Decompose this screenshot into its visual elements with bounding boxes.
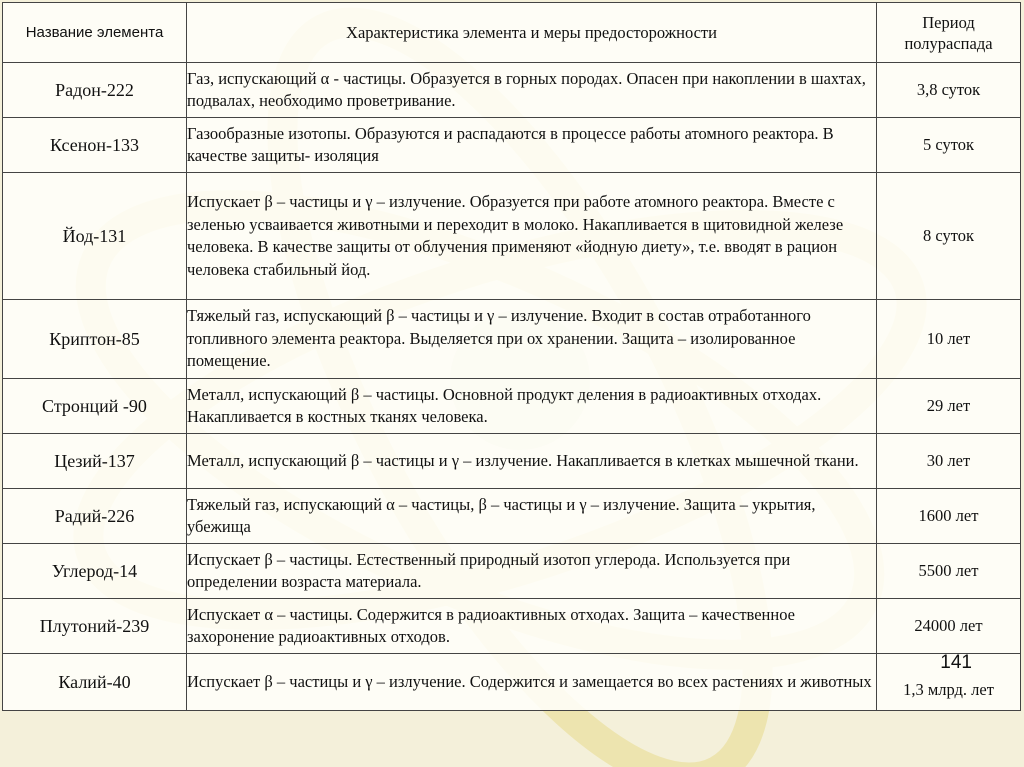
element-name-cell: Радон-222 [3,63,187,118]
half-life-cell: 3,8 суток [877,63,1021,118]
table-row [3,434,1021,489]
table-row [3,173,1021,300]
element-name-cell: Ксенон-133 [3,118,187,173]
element-name-cell: Радий-226 [3,489,187,544]
half-life-cell: 1600 лет [877,489,1021,544]
element-description-cell: Металл, испускающий β – частицы. Основной продукт деления в радиоактивных отходах. Накапливается в костных тканях человека. [187,379,877,434]
element-description-cell: Испускает β – частицы и γ – излучение. Образуется при работе атомного реактора. Вместе с зеленью усваивается животными и переходит в молоко. Накапливается в щитовидной железе человека. В качестве защиты от облучения применяют «йодную диету», т.е. вводят в рацион человека стабильный йод. [187,173,877,300]
element-description-cell: Испускает α – частицы. Содержится в радиоактивных отходах. Защита – качественное захоронение радиоактивных отходов. [187,599,877,654]
element-description-cell: Испускает β – частицы. Естественный природный изотоп углерода. Используется при определении возраста материала. [187,544,877,599]
element-name-cell: Криптон-85 [3,300,187,379]
half-life-cell: 5500 лет [877,544,1021,599]
table-row [3,654,1021,711]
element-name-cell: Цезий-137 [3,434,187,489]
table-row [3,599,1021,654]
element-name-cell: Калий-40 [3,654,187,711]
table-row [3,489,1021,544]
half-life-cell: 24000 лет [877,599,1021,654]
half-life-cell: 30 лет [877,434,1021,489]
element-description-cell: Тяжелый газ, испускающий α – частицы, β – частицы и γ – излучение. Защита – укрытия, убежища [187,489,877,544]
header-half-life: Период полураспада [877,3,1021,63]
table-row [3,300,1021,379]
table-row [3,118,1021,173]
element-name-cell: Йод-131 [3,173,187,300]
element-description-cell: Газ, испускающий α - частицы. Образуется в горных породах. Опасен при накоплении в шахтах, подвалах, необходимо проветривание. [187,63,877,118]
half-life-value: 1,3 млрд. лет [903,680,994,699]
half-life-cell: 5 суток [877,118,1021,173]
half-life-cell: 10 лет [877,300,1021,379]
half-life-cell: 8 суток [877,173,1021,300]
element-name-cell: Плутоний-239 [3,599,187,654]
table-header-row [3,3,1021,63]
element-name-cell: Углерод-14 [3,544,187,599]
radioactive-elements-table [2,2,1021,711]
element-description-cell: Испускает β – частицы и γ – излучение. Содержится и замещается во всех растениях и животных [187,654,877,711]
element-description-cell: Газообразные изотопы. Образуются и распадаются в процессе работы атомного реактора. В качестве защиты- изоляция [187,118,877,173]
header-element-name: Название элемента [3,3,187,63]
element-name-cell: Стронций -90 [3,379,187,434]
table-row [3,379,1021,434]
element-description-cell: Тяжелый газ, испускающий β – частицы и γ – излучение. Входит в состав отработанного топливного элемента реактора. Выделяется при ох хранении. Защита – изолированное помещение. [187,300,877,379]
table-row [3,544,1021,599]
table-row [3,63,1021,118]
header-characteristic: Характеристика элемента и меры предосторожности [187,3,877,63]
half-life-cell [877,654,1021,711]
half-life-cell: 29 лет [877,379,1021,434]
page-number: 141 [940,652,972,673]
element-description-cell: Металл, испускающий β – частицы и γ – излучение. Накапливается в клетках мышечной ткани. [187,434,877,489]
